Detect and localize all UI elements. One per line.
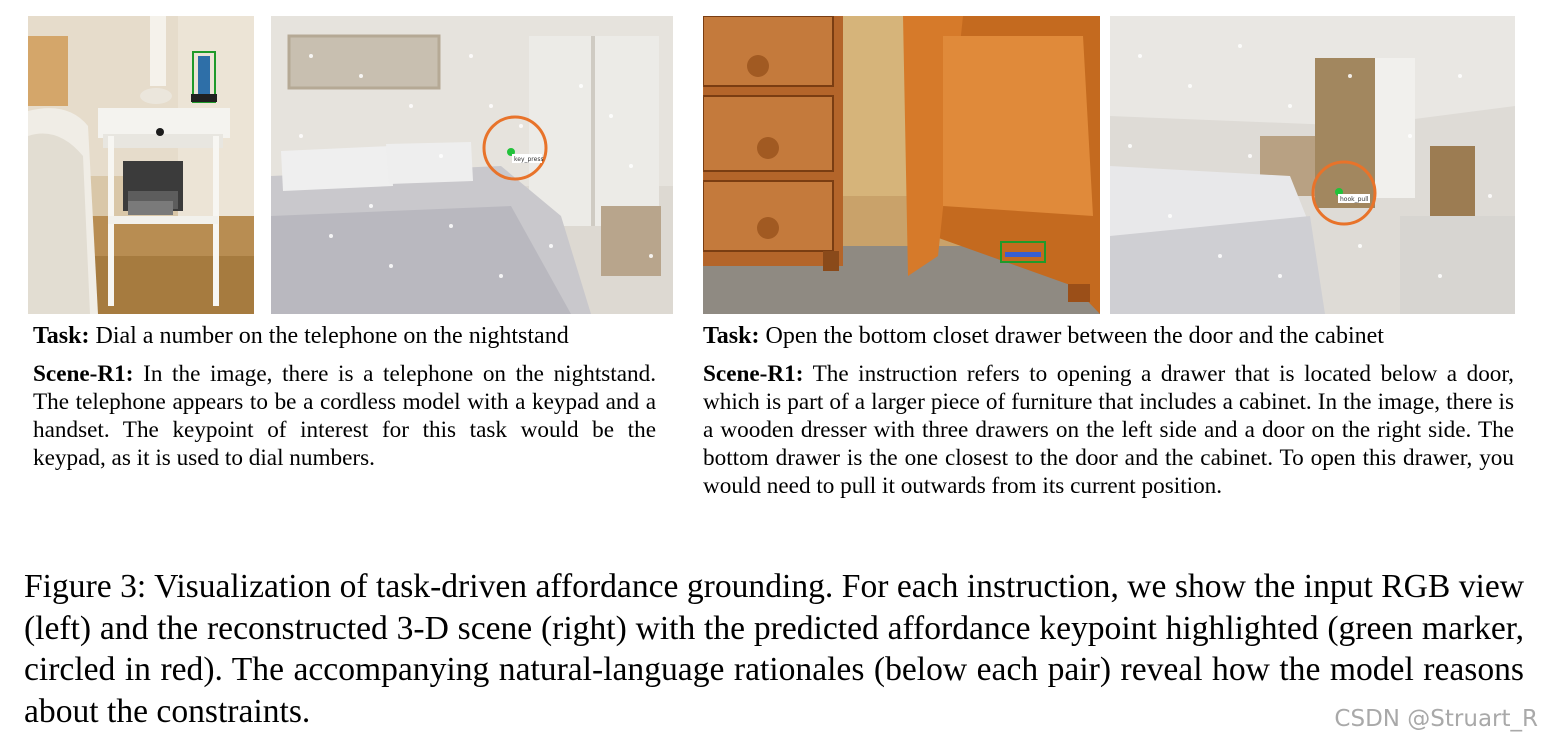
task-label: Task:	[703, 323, 760, 349]
watermark: CSDN @Struart_R	[1334, 706, 1538, 732]
task-text: Dial a number on the telephone on the nightstand	[95, 323, 569, 349]
rgb-view-closet	[703, 16, 1100, 314]
task-label: Task:	[33, 323, 90, 349]
keypoint-label: key_press	[514, 156, 544, 163]
task-line	[33, 322, 656, 350]
reconstructed-scene-bedroom	[271, 16, 673, 314]
scene-text: In the image, there is a telephone on the nightstand. The telephone appears to be a cordless model with a keypad and a handset. The keypoint of interest for this task would be the keypad, as it is used to dial numbers.	[33, 361, 656, 471]
task-line	[703, 322, 1514, 350]
scene-rationale	[703, 360, 1514, 500]
scene-rationale	[33, 360, 656, 472]
left-example-caption	[33, 322, 656, 472]
scene-label: Scene-R1:	[33, 361, 134, 387]
reconstructed-scene-closet	[1110, 16, 1515, 314]
right-example-caption	[703, 322, 1514, 500]
task-text: Open the bottom closet drawer between the door and the cabinet	[765, 323, 1384, 349]
figure-caption: Figure 3: Visualization of task-driven affordance grounding. For each instruction, we show the input RGB view (left) and the reconstructed 3-D scene (right) with the predicted affordance keypoint highlighted (green marker, circled in red). The accompanying natural-language rationales (below each pair) reveal how the model reasons about the constraints.	[24, 568, 1524, 730]
rgb-view-nightstand	[28, 16, 254, 314]
scene-text: The instruction refers to opening a drawer that is located below a door, which is part of a larger piece of furniture that includes a cabinet. In the image, there is a wooden dresser with three drawers on the left side and a door on the right side. The bottom drawer is the one closest to the door and the cabinet. To open this drawer, you would need to pull it outwards from its current position.	[703, 361, 1514, 499]
keypoint-label: hook_pull	[1340, 196, 1369, 203]
scene-label: Scene-R1:	[703, 361, 804, 387]
